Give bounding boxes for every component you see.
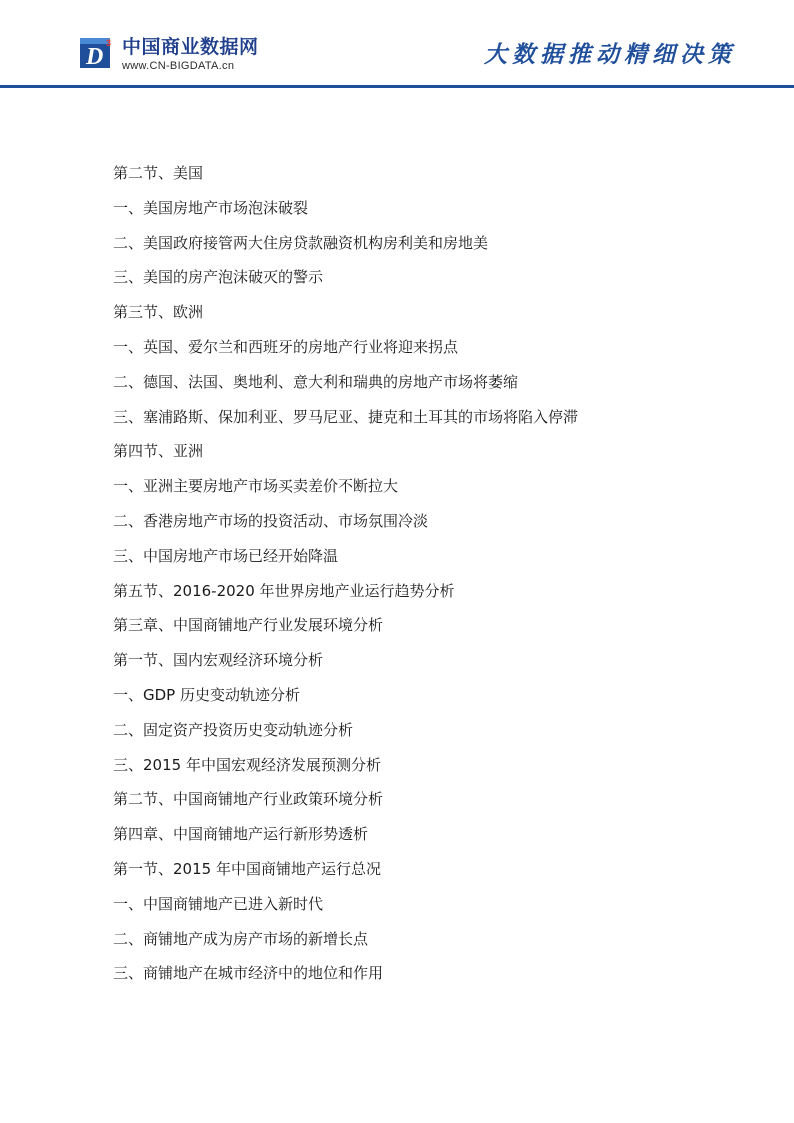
toc-entry: 第四章、中国商铺地产运行新形势透析 xyxy=(113,825,369,844)
toc-entry: 二、美国政府接管两大住房贷款融资机构房利美和房地美 xyxy=(113,233,489,252)
toc-entry: 第一节、国内宏观经济环境分析 xyxy=(113,651,324,670)
header-slogan: 大数据推动精细决策 xyxy=(484,41,736,68)
toc-entry: 二、固定资产投资历史变动轨迹分析 xyxy=(113,720,354,739)
toc-entry: 二、商铺地产成为房产市场的新增长点 xyxy=(113,929,369,948)
toc-entry: 第四节、亚洲 xyxy=(113,442,204,461)
table-of-contents xyxy=(113,156,733,991)
toc-entry: 二、香港房地产市场的投资活动、市场氛围冷淡 xyxy=(113,511,429,530)
toc-entry: 第一节、2015 年中国商铺地产运行总况 xyxy=(113,859,381,878)
toc-entry: 一、中国商铺地产已进入新时代 xyxy=(113,894,324,913)
site-url: www.CN-BIGDATA.cn xyxy=(122,60,235,72)
toc-entry: 一、英国、爱尔兰和西班牙的房地产行业将迎来拐点 xyxy=(113,337,459,356)
toc-entry: 三、塞浦路斯、保加利亚、罗马尼亚、捷克和土耳其的市场将陷入停滞 xyxy=(113,407,579,426)
toc-entry: 三、美国的房产泡沫破灭的警示 xyxy=(113,268,324,287)
toc-entry: 一、美国房地产市场泡沫破裂 xyxy=(113,198,309,217)
header-divider xyxy=(0,85,794,88)
toc-entry: 第五节、2016-2020 年世界房地产业运行趋势分析 xyxy=(113,581,455,600)
toc-entry: 三、中国房地产市场已经开始降温 xyxy=(113,546,339,565)
toc-entry: 二、德国、法国、奥地利、意大利和瑞典的房地产市场将萎缩 xyxy=(113,372,519,391)
logo-icon xyxy=(80,36,114,70)
logo-mark-superscript: 3 xyxy=(106,38,112,48)
page-header xyxy=(0,0,794,88)
toc-entry: 第三节、欧洲 xyxy=(113,303,204,322)
toc-entry: 第二节、中国商铺地产行业政策环境分析 xyxy=(113,790,384,809)
logo-mark-letter: D xyxy=(86,44,104,70)
toc-entry: 第二节、美国 xyxy=(113,164,204,182)
toc-entry: 三、商铺地产在城市经济中的地位和作用 xyxy=(113,964,384,983)
site-name: 中国商业数据网 xyxy=(122,36,259,58)
toc-entry: 一、GDP 历史变动轨迹分析 xyxy=(113,685,300,704)
toc-entry: 第三章、中国商铺地产行业发展环境分析 xyxy=(113,616,384,635)
toc-entry: 三、2015 年中国宏观经济发展预测分析 xyxy=(113,755,381,774)
toc-entry: 一、亚洲主要房地产市场买卖差价不断拉大 xyxy=(113,477,399,496)
